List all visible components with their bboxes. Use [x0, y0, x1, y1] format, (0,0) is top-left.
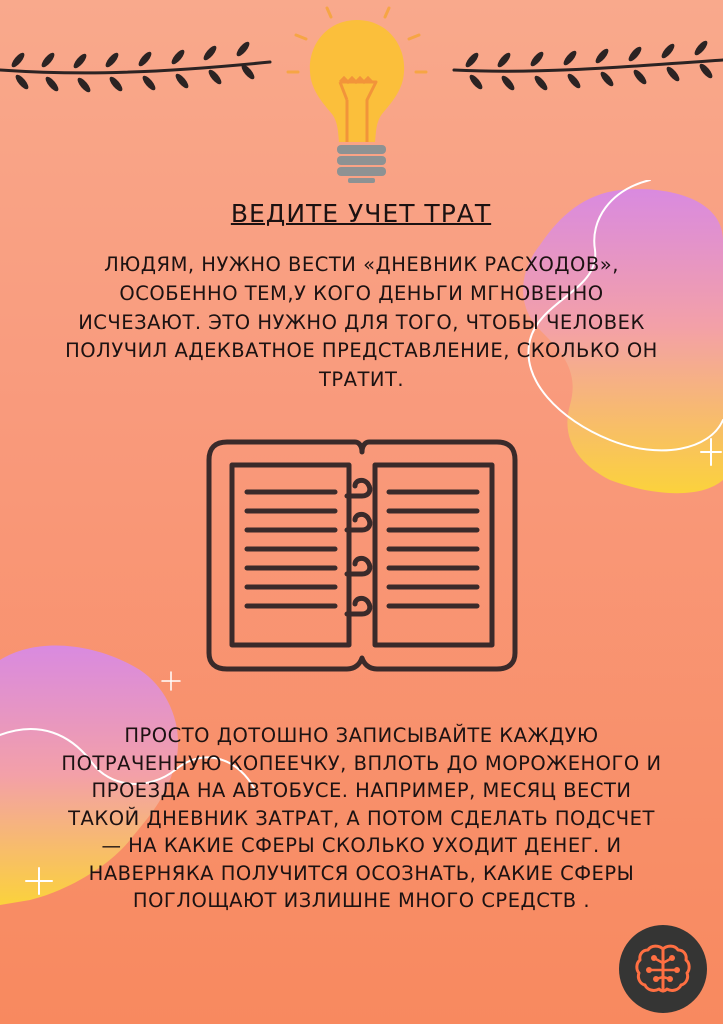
notebook-icon [205, 438, 519, 672]
sparkle-icon [699, 437, 723, 467]
vine-decoration-icon [452, 38, 723, 98]
intro-paragraph: ЛЮДЯМ, НУЖНО ВЕСТИ «ДНЕВНИК РАСХОДОВ», ОСОБЕННО ТЕМ,У КОГО ДЕНЬГИ МГНОВЕННО ИСЧЕЗАЮТ. ЭТО НУЖНО ДЛЯ ТОГО, ЧТОБЫ ЧЕЛОВЕК ПОЛУЧИЛ АДЕКВАТНОЕ ПРЕДСТАВЛЕНИЕ, СКОЛЬКО ОН ТРАТИТ. [65, 253, 658, 392]
brain-icon [619, 925, 707, 1013]
vine-decoration-icon [0, 40, 275, 100]
advice-paragraph: ПРОСТО ДОТОШНО ЗАПИСЫВАЙТЕ КАЖДУЮ ПОТРАЧЕННУЮ КОПЕЕЧКУ, ВПЛОТЬ ДО МОРОЖЕНОГО И ПРОЕЗДА НА АВТОБУСЕ. НАПРИМЕР, МЕСЯЦ ВЕСТИ ТАКОЙ ДНЕВНИК ЗАТРАТ, А ПОТОМ СДЕЛАТЬ ПОДСЧЕТ — НА КАКИЕ СФЕРЫ СКОЛЬКО УХОДИТ ДЕНЕГ. И НАВЕРНЯКА ПОЛУЧИТСЯ ОСОЗНАТЬ, КАКИЕ СФЕРЫ ПОГЛОЩАЮТ ИЗЛИШНЕ МНОГО СРЕДСТВ . [61, 724, 662, 912]
sparkle-icon [160, 670, 182, 692]
lightbulb-icon [282, 0, 432, 186]
sparkle-icon [24, 866, 54, 896]
brain-badge [619, 925, 707, 1013]
page-title: ВЕДИТЕ УЧЕТ ТРАТ [230, 199, 492, 228]
